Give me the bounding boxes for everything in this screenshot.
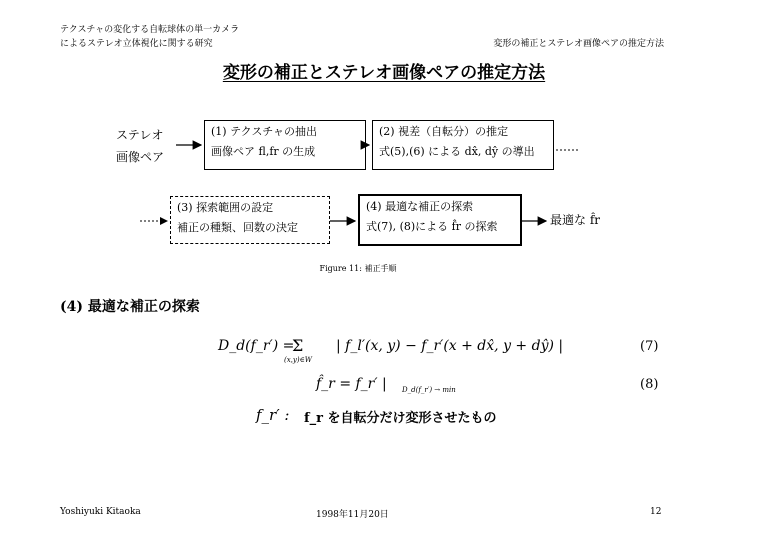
step3-title: (3) 探索範囲の設定 xyxy=(177,201,274,214)
eq7-rhs: | f_l′(x, y) − f_r′(x + dx̂, y + dŷ) | xyxy=(336,338,564,354)
footer-author: Yoshiyuki Kitaoka xyxy=(60,507,141,517)
section-heading: (4) 最適な補正の探索 xyxy=(60,299,200,315)
step3-detail: 補正の種類、回数の決定 xyxy=(177,221,298,234)
definition-symbol: f_r′ : xyxy=(256,406,290,424)
eq8-number: (8) xyxy=(640,377,659,392)
input-label-line1: ステレオ xyxy=(116,128,164,142)
eq7-lhs: D_d(f_r′) = xyxy=(218,338,295,354)
step2-detail: 式(5),(6) による dx̂, dŷ の導出 xyxy=(379,145,535,158)
definition-text: f_r を自転分だけ変形させたもの xyxy=(304,411,497,426)
step2-title: (2) 視差（自転分）の推定 xyxy=(379,125,509,138)
input-label-line2: 画像ペア xyxy=(116,150,165,164)
step4-title: (4) 最適な補正の探索 xyxy=(366,200,474,213)
step1-detail: 画像ペア fl,fr の生成 xyxy=(211,145,316,158)
eq7-sum: Σ xyxy=(292,336,304,355)
header-right: 変形の補正とステレオ画像ペアの推定方法 xyxy=(493,39,664,49)
eq7-sum-range: (x,y)∈W xyxy=(284,356,312,364)
step1-title: (1) テクスチャの抽出 xyxy=(211,125,317,138)
page-number: 12 xyxy=(650,507,662,517)
footer-date: 1998年11月20日 xyxy=(316,510,389,520)
page-title: 変形の補正とステレオ画像ペアの推定方法 xyxy=(222,63,546,83)
eq8-expression: f̂_r = f_r′ | xyxy=(316,376,387,392)
output-label: 最適な f̂r xyxy=(550,213,600,227)
eq8-condition: D_d(f_r′) → min xyxy=(402,386,456,394)
header-left-line2: によるステレオ立体視化に関する研究 xyxy=(60,39,213,49)
eq7-number: (7) xyxy=(640,339,659,354)
figure-caption: Figure 11: 補正手順 xyxy=(319,264,397,273)
step4-detail: 式(7), (8)による f̂r の探索 xyxy=(366,220,498,233)
header-left-line1: テクスチャの変化する自転球体の単一カメラ xyxy=(60,25,240,35)
